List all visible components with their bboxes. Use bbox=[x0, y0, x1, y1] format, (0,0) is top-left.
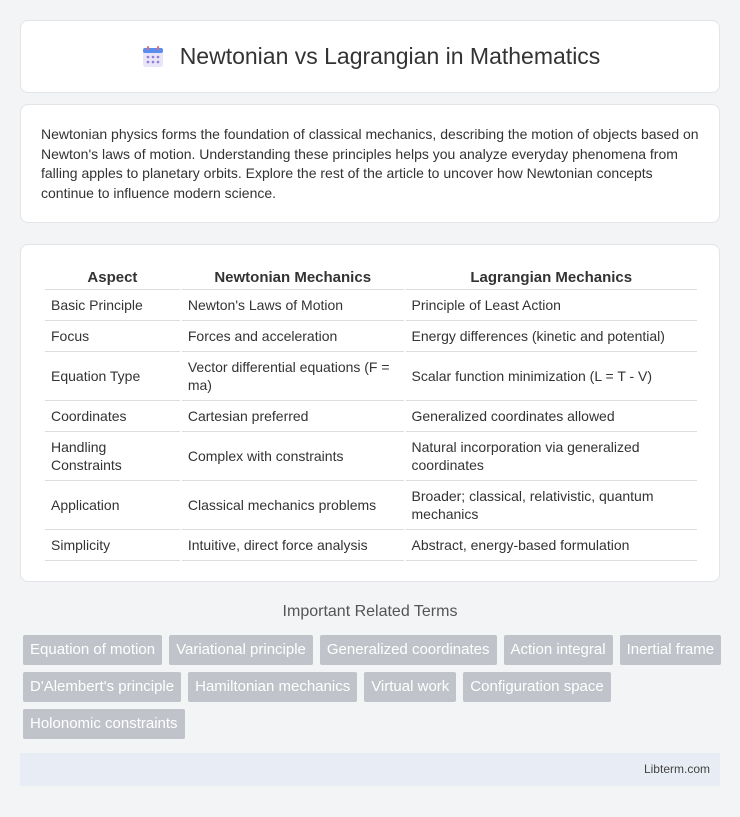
table-header-row bbox=[44, 265, 697, 290]
table-cell: Application bbox=[44, 481, 181, 530]
table-cell: Complex with constraints bbox=[181, 432, 405, 481]
table-cell: Equation Type bbox=[44, 352, 181, 401]
table-row bbox=[44, 321, 697, 352]
term-tag[interactable]: Variational principle bbox=[169, 635, 313, 665]
table-cell: Generalized coordinates allowed bbox=[405, 401, 698, 432]
table-row bbox=[44, 352, 697, 401]
table-cell: Cartesian preferred bbox=[181, 401, 405, 432]
header-cell: Newtonian Mechanics bbox=[181, 265, 405, 290]
table-cell: Newton's Laws of Motion bbox=[181, 290, 405, 321]
table-cell: Abstract, energy-based formulation bbox=[405, 530, 698, 561]
related-terms-title: Important Related Terms bbox=[282, 603, 458, 620]
table-cell: Energy differences (kinetic and potential) bbox=[405, 321, 698, 352]
table-row bbox=[44, 401, 697, 432]
table-cell: Coordinates bbox=[44, 401, 181, 432]
header-cell: Aspect bbox=[44, 265, 181, 290]
comparison-card bbox=[20, 244, 720, 582]
term-tag[interactable]: Holonomic constraints bbox=[23, 709, 185, 739]
intro-card bbox=[20, 104, 720, 223]
term-tag[interactable]: Virtual work bbox=[364, 672, 456, 702]
table-cell: Broader; classical, relativistic, quantum mechanics bbox=[405, 481, 698, 530]
table-cell: Basic Principle bbox=[44, 290, 181, 321]
comparison-table bbox=[43, 265, 697, 561]
table-cell: Classical mechanics problems bbox=[181, 481, 405, 530]
table-cell: Natural incorporation via generalized coordinates bbox=[405, 432, 698, 481]
term-tag[interactable]: Configuration space bbox=[463, 672, 610, 702]
table-cell: Focus bbox=[44, 321, 181, 352]
term-tag[interactable]: Action integral bbox=[504, 635, 613, 665]
table-row bbox=[44, 432, 697, 481]
table-cell: Principle of Least Action bbox=[405, 290, 698, 321]
related-terms-list bbox=[23, 635, 723, 739]
page-title: Newtonian vs Lagrangian in Mathematics bbox=[179, 43, 601, 69]
table-cell: Vector differential equations (F = ma) bbox=[181, 352, 405, 401]
calendar-icon bbox=[140, 44, 166, 70]
table-row bbox=[44, 290, 697, 321]
table-row bbox=[44, 530, 697, 561]
table-cell: Scalar function minimization (L = T - V) bbox=[405, 352, 698, 401]
table-cell: Simplicity bbox=[44, 530, 181, 561]
term-tag[interactable]: D'Alembert's principle bbox=[23, 672, 181, 702]
header-card bbox=[20, 20, 720, 93]
term-tag[interactable]: Equation of motion bbox=[23, 635, 162, 665]
header-cell: Lagrangian Mechanics bbox=[405, 265, 698, 290]
table-cell: Forces and acceleration bbox=[181, 321, 405, 352]
table-cell: Intuitive, direct force analysis bbox=[181, 530, 405, 561]
table-cell: Handling Constraints bbox=[44, 432, 181, 481]
footer bbox=[20, 753, 720, 786]
footer-brand-link[interactable]: Libterm.com bbox=[643, 762, 710, 776]
table-row bbox=[44, 481, 697, 530]
intro-text: Newtonian physics forms the foundation of classical mechanics, describing the motion of objects based on Newton's laws of motion. Understanding these principles helps you analyze everyday phenomena from falling apples to planetary orbits. Explore the rest of the article to uncover how Newtonian concepts continue to influence modern science. bbox=[41, 126, 699, 201]
term-tag[interactable]: Hamiltonian mechanics bbox=[188, 672, 357, 702]
term-tag[interactable]: Generalized coordinates bbox=[320, 635, 497, 665]
term-tag[interactable]: Inertial frame bbox=[620, 635, 722, 665]
